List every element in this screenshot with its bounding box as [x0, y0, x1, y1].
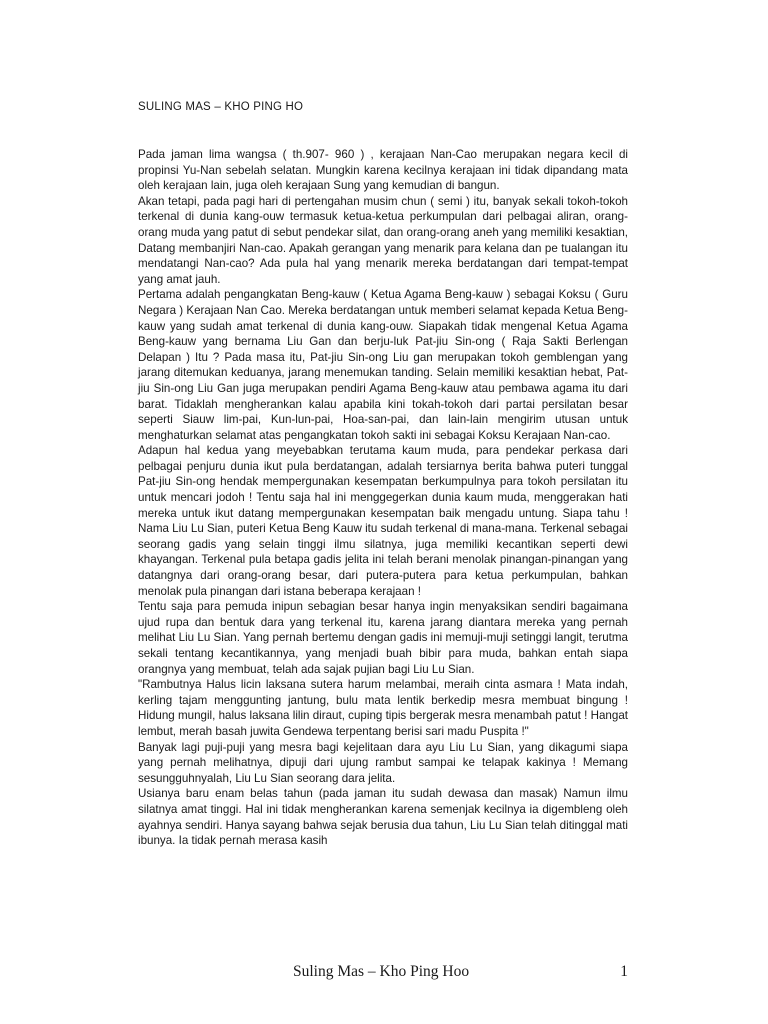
- paragraph: Banyak lagi puji-puji yang mesra bagi kejelitaan dara ayu Liu Lu Sian, yang dikagumi siapa yang pernah melihatnya, dipuji dari ujung rambut sampai ke telapak kakinya ! Memang sesungguhnyalah, Liu Lu Sian seorang dara jelita.: [138, 740, 628, 785]
- page-footer: [138, 963, 628, 983]
- footer-title: Suling Mas – Kho Ping Hoo: [293, 963, 470, 980]
- document-body: [138, 147, 628, 849]
- paragraph: Tentu saja para pemuda inipun sebagian besar hanya ingin menyaksikan sendiri bagaimana ujud rupa dan bentuk dara yang terkenal itu, karena jarang diantara mereka yang pernah melihat Liu Lu Sian. Yang pernah bertemu dengan gadis ini memuji-muji setinggi langit, terutma sekali tentang kecantikannya, yang menjadi buah bibir para muda, bahkan entah siapa orangnya yang membuat, telah ada sajak pujian bagi Liu Lu Sian.: [138, 600, 628, 676]
- paragraph: Adapun hal kedua yang meyebabkan terutama kaum muda, para pendekar perkasa dari pelbagai penjuru dunia ikut pula berdatangan, adalah tersiarnya berita bahwa puteri tunggal Pat-jiu Sin-ong hendak mempergunakan kesempatan berkumpulnya para tokoh persilatan itu untuk mencari jodoh ! Tentu saja hal ini menggegerkan dunia kaum muda, menggerakan hati mereka untuk ikut datang mempergunakan kesempatan baik mengadu untung. Siapa tahu ! Nama Liu Lu Sian, puteri Ketua Beng Kauw itu sudah terkenal di mana-mana. Terkenal sebagai seorang gadis yang selain tinggi ilmu silatnya, juga memiliki kecantikan seperti dewi khayangan. Terkenal pula betapa gadis jelita ini telah berani menolak pinangan-pinangan yang datangnya dari orang-orang besar, dari putera-putera para ketua perkumpulan, bahkan menolak pula pinangan dari istana beberapa kerajaan !: [138, 444, 628, 598]
- paragraph: Pertama adalah pengangkatan Beng-kauw ( Ketua Agama Beng-kauw ) sebagai Koksu ( Guru Negara ) Kerajaan Nan Cao. Mereka berdatangan untuk memberi selamat kepada Ketua Beng-kauw yang sudah amat terkenal di dunia kang-ouw. Siapakah tidak mengenal Ketua Agama Beng-kauw yang bernama Liu Gan dan berju-luk Pat-jiu Sin-ong ( Raja Sakti Berlengan Delapan ) Itu ? Pada masa itu, Pat-jiu Sin-ong Liu gan merupakan tokoh gemblengan yang jarang ditemukan keduanya, jarang menemukan tanding. Selain memiliki kesaktian hebat, Pat-jiu Sin-ong Liu Gan juga merupakan pendiri Agama Beng-kauw atau pembawa agama itu dari barat. Tidaklah mengherankan kalau apabila kini tokah-tokoh dari partai persilatan besar seperti Siauw lim-pai, Kun-lun-pai, Hoa-san-pai, dan lain-lain mengirim utusan untuk menghaturkan selamat atas pengangkatan tokoh sakti ini sebagai Koksu Kerajaan Nan-cao.: [138, 288, 628, 442]
- paragraph: Usianya baru enam belas tahun (pada jaman itu sudah dewasa dan masak) Namun ilmu silatnya amat tinggi. Hal ini tidak mengherankan karena semenjak kecilnya ia digembleng oleh ayahnya sendiri. Hanya sayang bahwa sejak berusia dua tahun, Liu Lu Sian telah ditinggal mati ibunya. Ia tidak pernah merasa kasih: [138, 787, 628, 848]
- document-title: SULING MAS – KHO PING HO: [138, 101, 304, 113]
- paragraph: Akan tetapi, pada pagi hari di pertengahan musim chun ( semi ) itu, banyak sekali tokoh-tokoh terkenal di dunia kang-ouw termasuk ketua-ketua perkumpulan dari pelbagai aliran, orang-orang muda yang patut di sebut pendekar silat, dan orang-orang aneh yang memiliki kesaktian, Datang membanjiri Nan-cao. Apakah gerangan yang menarik para kelana dan pe tualangan itu mendatangi Nan-cao? Ada pula hal yang menarik mereka berdatangan dari tempat-tempat yang amat jauh.: [138, 194, 628, 286]
- paragraph: Pada jaman lima wangsa ( th.907- 960 ) , kerajaan Nan-Cao merupakan negara kecil di propinsi Yu-Nan sebelah selatan. Mungkin karena kecilnya kerajaan ini tidak dipandang mata oleh kerajaan lain, juga oleh kerajaan Sung yang kemudian di bangun.: [138, 148, 628, 193]
- poem-quote: "Rambutnya Halus licin laksana sutera harum melambai, meraih cinta asmara ! Mata indah, kerling tajam menggunting jantung, bulu mata lentik berkedip mesra membuat bingung ! Hidung mungil, halus laksana lilin diraut, cuping tipis bergerak mesra menambah patut ! Hangat lembut, merah basah juwita Gendewa terpentang berisi sari madu Puspita !": [138, 678, 628, 738]
- page-number: 1: [620, 963, 628, 980]
